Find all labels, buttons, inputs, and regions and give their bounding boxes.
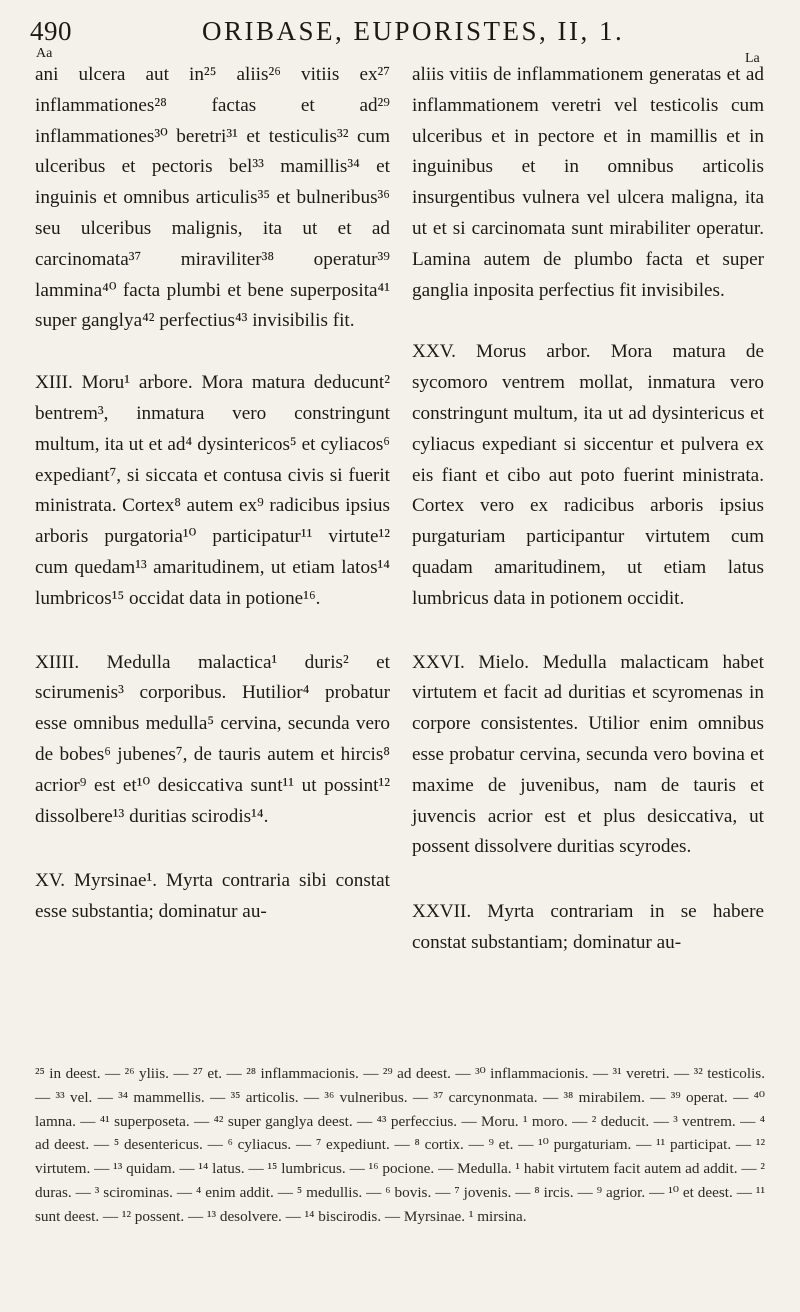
right-column-marker: La — [745, 51, 760, 66]
right-paragraph-1: aliis vitiis de inflammationem generatas et ad inflammationem veretri vel testicolis cum ulceribus et in pectore et in mamillis et in inguinibus et in omnibus articolis insurgentibus vulnera vel ulcera maligna, ita ut et si carcinomata sunt mirabiliter operatur. Lamina autem de plumbo facta et super ganglia inposita perfectius fit invisibiles. — [412, 64, 764, 301]
left-section-xiiii: XIIII. Medulla malactica¹ duris² et scirumenis³ corporibus. Hutilior⁴ probatur esse omnibus medulla⁵ cervina, secunda vero de bobes⁶ jubenes⁷, de tauris autem et hircis⁸ acrior⁹ est et¹⁰ desiccativa sunt¹¹ ut possint¹² dissolbere¹³ duritias scirodis¹⁴. — [35, 651, 390, 827]
footnotes-text: ²⁵ in deest. — ²⁶ yliis. — ²⁷ et. — ²⁸ inflammacionis. — ²⁹ ad deest. — ³⁰ inflammacionis. — ³¹ veretri. — ³² testicolis. — ³³ vel. — ³⁴ mammellis. — ³⁵ articolis. — ³⁶ vulneribus. — ³⁷ carcynonmata. — ³⁸ mirabilem. — ³⁹ operat. — ⁴⁰ lamna. — ⁴¹ superposeta. — ⁴² super ganglya deest. — ⁴³ perfeccius. — Moru. ¹ moro. — ² deducit. — ³ ventrem. — ⁴ ad deest. — ⁵ desentericus. — ⁶ cyliacus. — ⁷ expediunt. — ⁸ cortix. — ⁹ et. — ¹⁰ purgaturiam. — ¹¹ participat. — ¹² virtutem. — ¹³ quidam. — ¹⁴ latus. — ¹⁵ lumbricus. — ¹⁶ pocione. — Medulla. ¹ habit virtutem facit autem ad addit. — ² duras. — ³ scirominas. — ⁴ enim addit. — ⁵ medullis. — ⁶ bovis. — ⁷ jovenis. — ⁸ ircis. — ⁹ agrior. — ¹⁰ et deest. — ¹¹ sunt deest. — ¹² possent. — ¹³ desolvere. — ¹⁴ biscirodis. — Myrsinae. ¹ mirsina. — [35, 1065, 765, 1225]
left-section-xiii: XIII. Moru¹ arbore. Mora matura deducunt² bentrem³, inmatura vero constringunt multum, ita ut et ad⁴ dysintericos⁵ et cyliacos⁶ expediant⁷, si siccata et contusa civis si fuerit ministrata. Cortex⁸ autem ex⁹ radicibus ipsius arboris purgatoria¹⁰ participatur¹¹ virtute¹² cum quedam¹³ amaritudinem, ut etiam latos¹⁴ lumbricos¹⁵ occidat data in potione¹⁶. — [35, 372, 390, 609]
right-column — [412, 60, 764, 959]
left-column — [35, 60, 390, 928]
running-title: ORIBASE, EUPORISTES, II, 1. — [202, 16, 625, 46]
left-section-xv: XV. Myrsinae¹. Myrta contraria sibi constat esse substantia; dominatur au- — [35, 870, 390, 923]
left-paragraph-1: ani ulcera aut in²⁵ aliis²⁶ vitiis ex²⁷ inflammationes²⁸ factas et ad²⁹ inflammationes³⁰ beretri³¹ et testiculis³² cum ulceribus et pectoris bel³³ mamillis³⁴ et inguinis et omnibus articulis³⁵ et bulneribus³⁶ seu ulceribus malignis, ita ut et ad carcinomata³⁷ miraviliter³⁸ operatur³⁹ lammina⁴⁰ facta plumbi et bene superposita⁴¹ super ganglya⁴² perfectius⁴³ invisibilis fit. — [35, 64, 390, 332]
page-number: 490 — [30, 16, 72, 46]
right-section-xxvii: XXVII. Myrta contrariam in se habere constat substantiam; dominatur au- — [412, 901, 764, 953]
right-section-xxvi: XXVI. Mielo. Medulla malacticam habet virtutem et facit ad duritias et scyromenas in corpore consistentes. Utilior enim omnibus esse probatur cervina, secunda vero bovina et maxime de juvenibus, nam de tauris et juvencis acrior est et plus desiccativa, ut possent dissolvere duritias scyrodes. — [412, 651, 764, 858]
page-header — [30, 8, 790, 48]
right-section-xxv: XXV. Morus arbor. Mora matura de sycomoro ventrem mollat, inmatura vero constringunt multum, ita ut ad dysintericus et cyliacus expediant si siccentur et pulvera ex eis fiant et cibo aut poto fuerint ministrata. Cortex vero ex radicibus arboris ipsius purgaturiam participantur virtutem cum quadam amaritudinem, ut etiam latus lumbricus data in potionem occidit. — [412, 341, 764, 609]
left-column-marker: Aa — [36, 46, 53, 61]
footnotes — [35, 1062, 765, 1229]
